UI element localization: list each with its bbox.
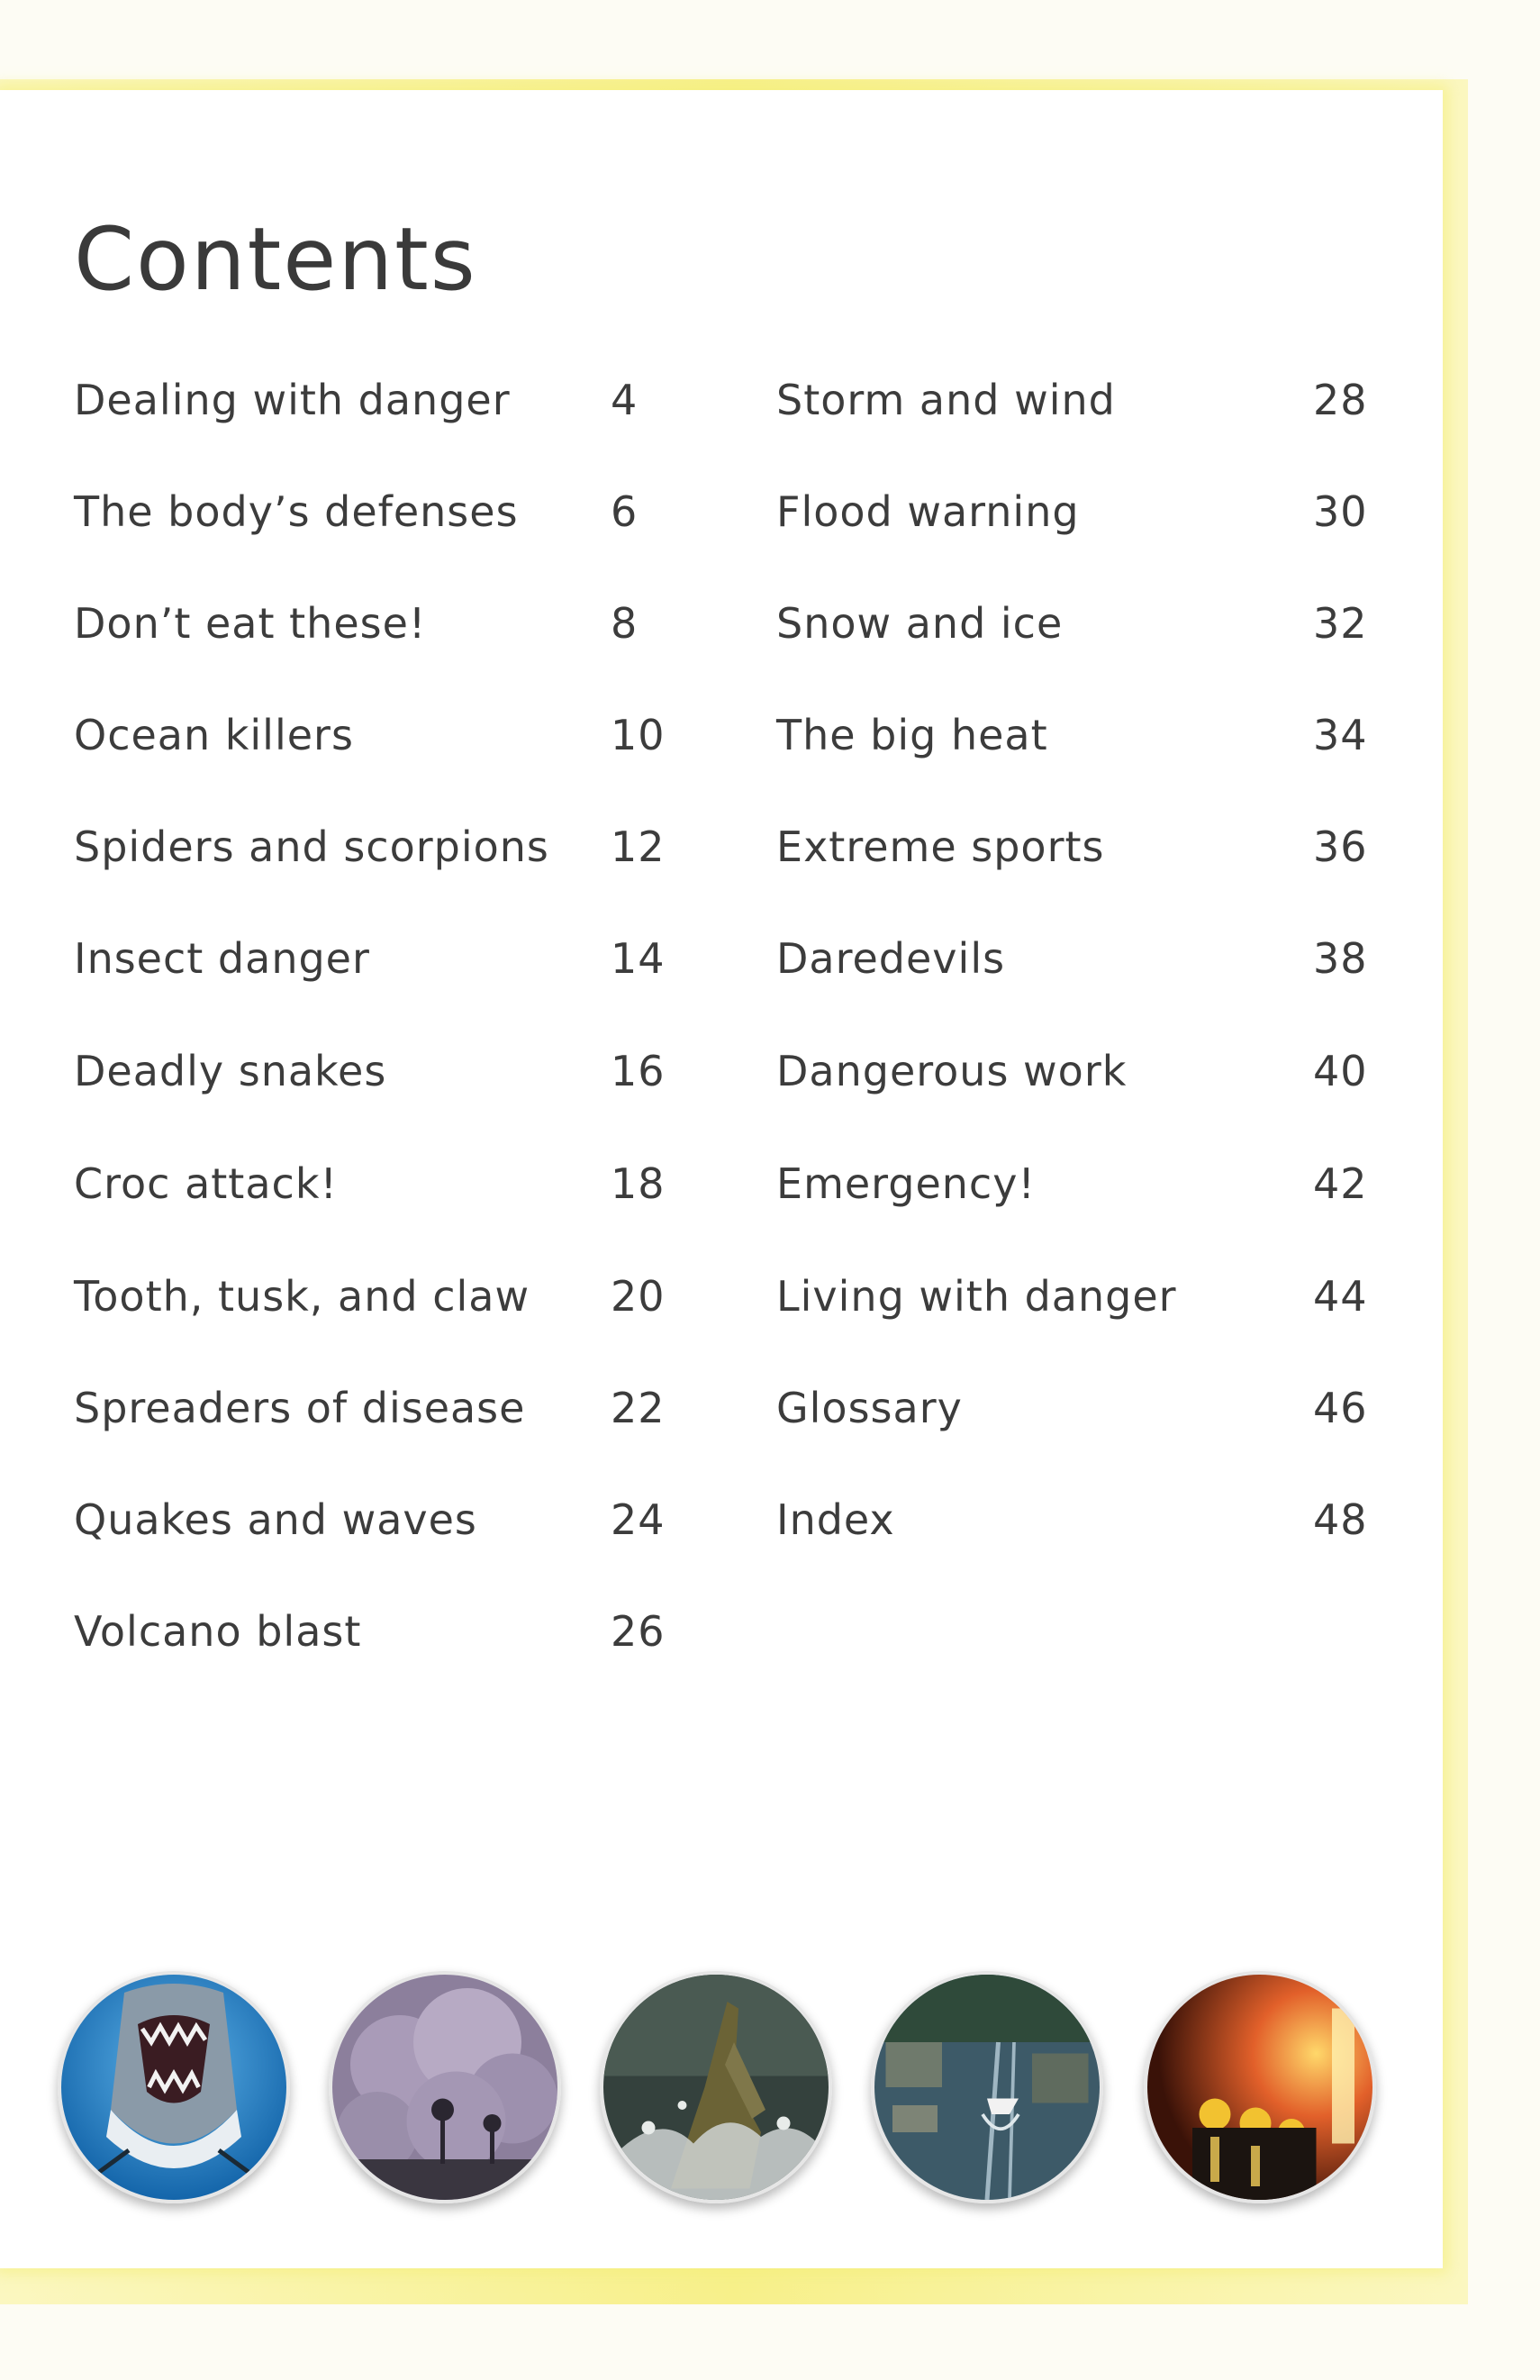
toc-entry-page: 30 bbox=[1313, 487, 1368, 536]
toc-entry-page: 10 bbox=[611, 711, 666, 759]
toc-entry-label[interactable]: Extreme sports bbox=[776, 822, 1105, 871]
toc-entry-label[interactable]: Tooth, tusk, and claw bbox=[74, 1272, 530, 1321]
toc-entry-page: 42 bbox=[1313, 1159, 1368, 1208]
toc-entry-label[interactable]: Emergency! bbox=[776, 1159, 1036, 1208]
toc-entry-page: 48 bbox=[1313, 1495, 1368, 1544]
toc-entry-label[interactable]: The big heat bbox=[776, 711, 1048, 759]
toc-entry-label[interactable]: Daredevils bbox=[776, 934, 1006, 983]
shark-photo bbox=[58, 1971, 290, 2203]
toc-entry-label[interactable]: Don’t eat these! bbox=[74, 599, 427, 648]
toc-entry-page: 26 bbox=[611, 1607, 666, 1656]
page-title: Contents bbox=[74, 209, 477, 310]
toc-entry-label[interactable]: Insect danger bbox=[74, 934, 370, 983]
toc-entry-page: 44 bbox=[1313, 1272, 1368, 1321]
toc-entry-label[interactable]: Croc attack! bbox=[74, 1159, 338, 1208]
toc-entry-label[interactable]: Snow and ice bbox=[776, 599, 1064, 648]
volcano-ash-photo bbox=[329, 1971, 561, 2203]
toc-entry-label[interactable]: Quakes and waves bbox=[74, 1495, 477, 1544]
toc-entry-label[interactable]: Volcano blast bbox=[74, 1607, 362, 1656]
toc-entry-page: 8 bbox=[611, 599, 639, 648]
toc-entry-page: 38 bbox=[1313, 934, 1368, 983]
toc-entry-label[interactable]: Glossary bbox=[776, 1384, 963, 1432]
toc-entry-page: 4 bbox=[611, 376, 639, 424]
toc-entry-page: 28 bbox=[1313, 376, 1368, 424]
toc-entry-page: 46 bbox=[1313, 1384, 1368, 1432]
toc-entry-label[interactable]: Index bbox=[776, 1495, 895, 1544]
toc-entry-page: 22 bbox=[611, 1384, 666, 1432]
toc-entry-label[interactable]: Dealing with danger bbox=[74, 376, 511, 424]
toc-entry-page: 40 bbox=[1313, 1047, 1368, 1095]
toc-entry-page: 6 bbox=[611, 487, 639, 536]
toc-entry-page: 18 bbox=[611, 1159, 666, 1208]
toc-entry-label[interactable]: Storm and wind bbox=[776, 376, 1116, 424]
toc-entry-label[interactable]: Flood warning bbox=[776, 487, 1080, 536]
toc-entry-page: 14 bbox=[611, 934, 666, 983]
crocodile-photo bbox=[600, 1971, 832, 2203]
toc-entry-label[interactable]: Spreaders of disease bbox=[74, 1384, 526, 1432]
toc-entry-label[interactable]: Deadly snakes bbox=[74, 1047, 387, 1095]
toc-entry-label[interactable]: The body’s defenses bbox=[74, 487, 519, 536]
toc-entry-label[interactable]: Ocean killers bbox=[74, 711, 354, 759]
toc-entry-label[interactable]: Living with danger bbox=[776, 1272, 1177, 1321]
toc-entry-label[interactable]: Dangerous work bbox=[776, 1047, 1128, 1095]
toc-entry-page: 16 bbox=[611, 1047, 666, 1095]
firefighters-photo bbox=[1144, 1971, 1376, 2203]
toc-entry-page: 36 bbox=[1313, 822, 1368, 871]
toc-entry-page: 32 bbox=[1313, 599, 1368, 648]
toc-entry-page: 34 bbox=[1313, 711, 1368, 759]
flood-photo bbox=[871, 1971, 1103, 2203]
toc-entry-label[interactable]: Spiders and scorpions bbox=[74, 822, 549, 871]
toc-entry-page: 24 bbox=[611, 1495, 666, 1544]
toc-entry-page: 12 bbox=[611, 822, 666, 871]
toc-entry-page: 20 bbox=[611, 1272, 666, 1321]
